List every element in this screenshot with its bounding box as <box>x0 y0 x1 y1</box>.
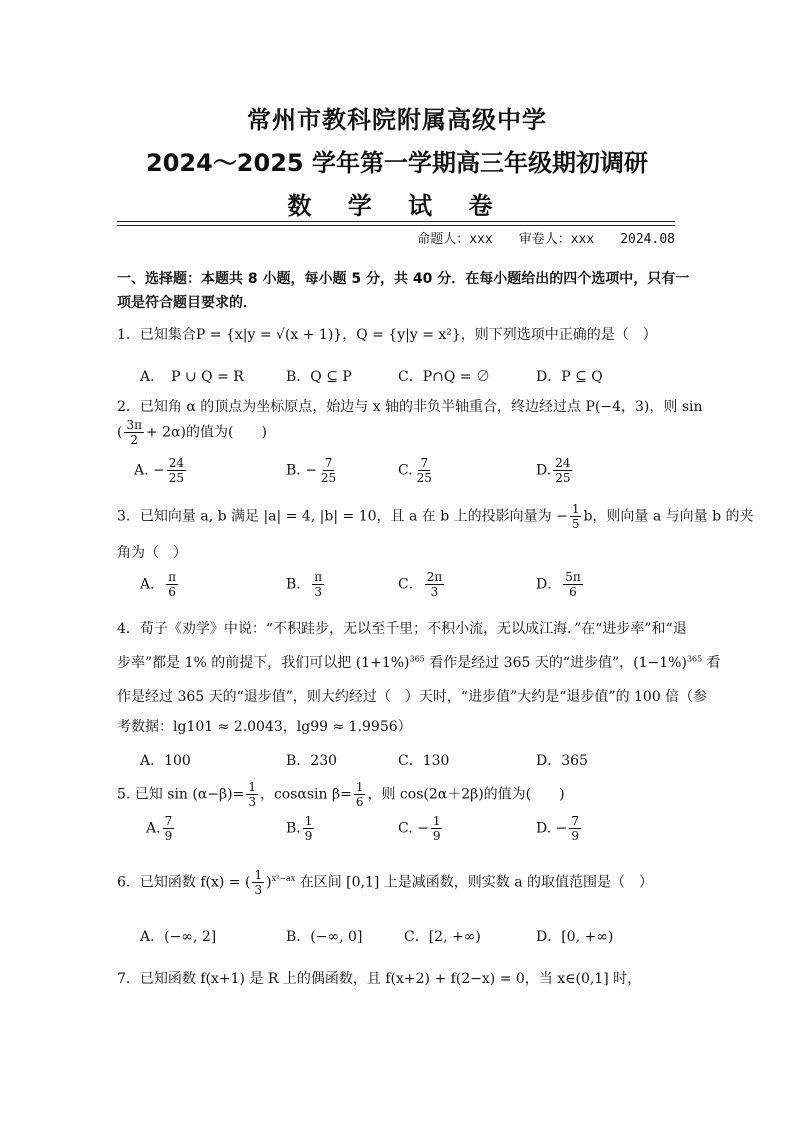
q3-stem-line1: 3．已知向量 a, b 满足 |a| = 4, |b| = 10，且 a 在 b 上的投影向量为 − $\frac{1}{5}$ b，则向量 a 与向量 b 的夹 <box>117 502 754 531</box>
q2-option-d: D. $\frac{24}{25}$ <box>536 456 571 485</box>
header-rule-thick <box>117 221 675 222</box>
setter: 命题人：xxx <box>417 232 493 247</box>
q3-option-d: D． $\frac{5\pi}{6}$ <box>536 570 581 599</box>
q4-stem-line3: 作是经过 365 天的“退步值”，则大约经过（ ）天时，“进步值”大约是“退步值”的 100 倍（参 <box>117 689 708 705</box>
q7-stem: 7．已知函数 f(x+1) 是 R 上的偶函数，且 f(x+2) + f(2−x) = 0，当 x∈(0,1] 时， <box>117 971 642 987</box>
header-rule-thin <box>117 225 675 226</box>
q4-stem-line4: 考数据：lg101 ≈ 2.0043，lg99 ≈ 1.9956） <box>117 719 412 735</box>
q6-option-a: A．(−∞, 2] <box>140 929 217 945</box>
q2-fraction: $\frac{3\pi}{2}$ <box>126 418 142 447</box>
q4-stem-line2: 步率”都是 1% 的前提下，我们可以把 $(1+1\%)^{365}$ 看作是经过 365 天的“进步值”，$(1-1\%)^{365}$ 看 <box>117 654 721 671</box>
exam-date: 2024.08 <box>620 232 675 247</box>
header-meta <box>391 228 675 247</box>
q1-option-c: C．P∩Q = ∅ <box>398 369 490 385</box>
q4-stem-line1: 4．荀子《劝学》中说：“不积跬步，无以至千里；不积小流，无以成江海．”在“进步率”和“退 <box>117 621 687 637</box>
q2-option-b: B. − $\frac{7}{25}$ <box>286 456 337 485</box>
school-title: 常州市教科院附属高级中学 <box>247 106 547 134</box>
q5-stem: 5. 已知 sin (α−β)= $\frac{1}{3}$ ，cosαsin β= $\frac{1}{6}$ ，则 cos(2α＋2β)的值为( ) <box>117 780 565 809</box>
reviewer: 审卷人：xxx <box>518 232 595 247</box>
q5-option-b: B. $\frac{1}{9}$ <box>286 814 313 843</box>
q3-option-a: A． $\frac{\pi}{6}$ <box>140 570 177 599</box>
section-intro-line1: 一、选择题：本题共 8 小题，每小题 5 分，共 40 分．在每小题给出的四个选项中，只有一 <box>117 271 690 287</box>
q4-option-b: B．230 <box>286 753 338 769</box>
q5-option-d: D. − $\frac{7}{9}$ <box>536 814 579 843</box>
q3-option-c: C． $\frac{2\pi}{3}$ <box>398 570 443 599</box>
q2-option-a: A. − $\frac{24}{25}$ <box>134 456 185 485</box>
q6-stem: 6．已知函数 f(x) = ( $\frac{1}{3}$ )$^{x^2-ax}$ 在区间 [0,1] 上是减函数，则实数 a 的取值范围是（ ） <box>117 868 654 897</box>
q3-option-b: B． $\frac{\pi}{3}$ <box>286 570 323 599</box>
q3-stem-line2: 角为（ ） <box>117 545 187 561</box>
q4-option-a: A．100 <box>140 753 191 769</box>
q2-option-c: C. $\frac{7}{25}$ <box>398 456 432 485</box>
q1-stem: 1．已知集合P = {x|y = √(x + 1)}，Q = {y|y = x²}，则下列选项中正确的是（ ） <box>117 327 657 343</box>
q4-option-d: D．365 <box>536 753 588 769</box>
q5-option-a: A. $\frac{7}{9}$ <box>146 814 173 843</box>
q2-stem-line1: 2．已知角 α 的顶点为坐标原点，始边与 x 轴的非负半轴重合，终边经过点 P(−4，3)，则 sin <box>117 399 703 415</box>
q4-option-c: C．130 <box>398 753 450 769</box>
section-intro-line2: 项是符合题目要求的． <box>117 295 257 311</box>
q2-stem-line2: ( $\frac{3\pi}{2}$ + 2α)的值为( ) <box>117 418 267 447</box>
q1-option-b: B．Q ⊆ P <box>286 369 352 385</box>
q6-option-d: D．[0, +∞) <box>536 929 614 945</box>
term-title: 2024～2025 学年第一学期高三年级期初调研 <box>146 149 648 177</box>
q1-option-a: A． P ∪ Q = R <box>140 369 244 385</box>
q6-option-b: B．(−∞, 0] <box>286 929 363 945</box>
q1-option-d: D．P ⊆ Q <box>536 369 603 385</box>
q5-option-c: C. − $\frac{1}{9}$ <box>398 814 441 843</box>
q6-option-c: C．[2, +∞) <box>404 929 481 945</box>
subject-title: 数 学 试 卷 <box>287 192 507 220</box>
